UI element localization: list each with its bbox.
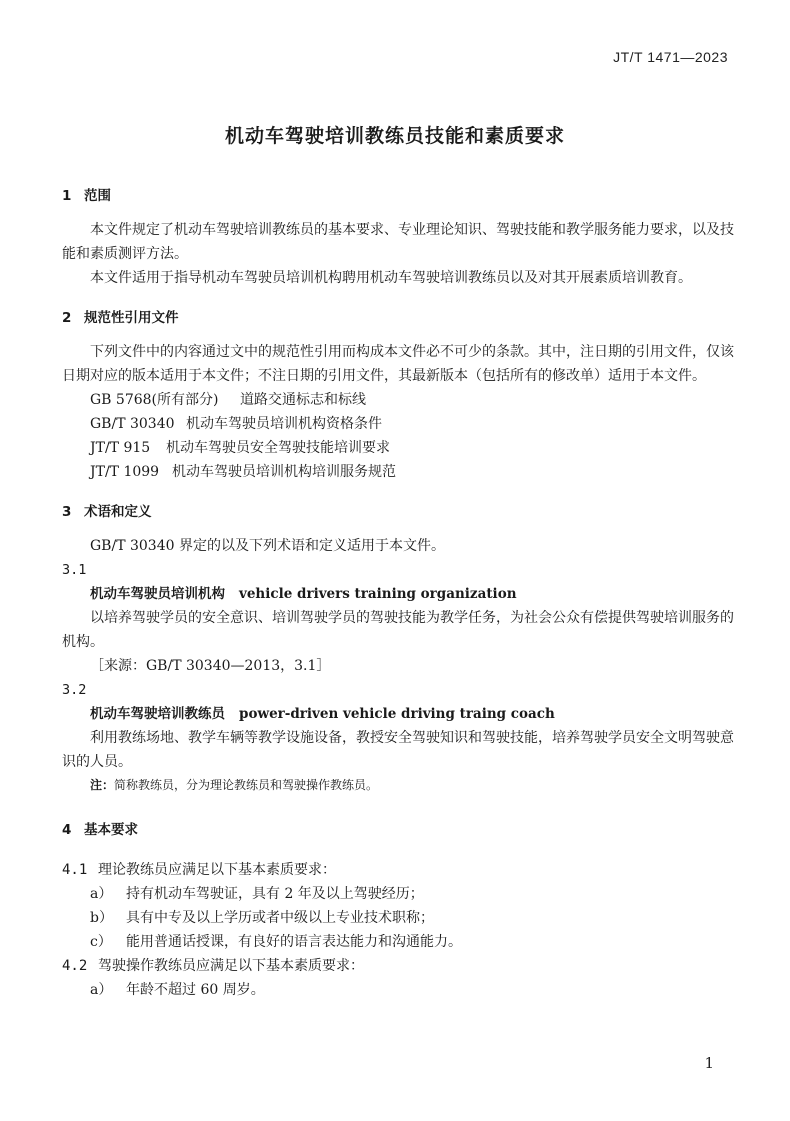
clause-number: 4.2 bbox=[62, 958, 88, 974]
reference-code: GB/T 30340 bbox=[90, 416, 175, 432]
list-item-label: c） bbox=[90, 934, 112, 950]
paragraph: 下列文件中的内容通过文中的规范性引用而构成本文件必不可少的条款。其中，注日期的引用文件，仅该日期对应的版本适用于本文件；不注日期的引用文件，其最新版本（包括所有的修改单）适用于本文件。 bbox=[62, 344, 734, 384]
reference-item bbox=[62, 412, 734, 436]
reference-item bbox=[62, 436, 734, 460]
section-title: 术语和定义 bbox=[84, 504, 152, 520]
term-number: 3.1 bbox=[62, 562, 87, 578]
page-number: 1 bbox=[704, 1054, 714, 1072]
reference-item bbox=[62, 460, 734, 484]
reference-title: 机动车驾驶员培训机构资格条件 bbox=[186, 416, 382, 432]
clause-text: 理论教练员应满足以下基本素质要求： bbox=[98, 862, 336, 878]
paragraph: 本文件适用于指导机动车驾驶员培训机构聘用机动车驾驶培训教练员以及对其开展素质培训教育。 bbox=[90, 270, 692, 286]
paragraph: 本文件规定了机动车驾驶培训教练员的基本要求、专业理论知识、驾驶技能和教学服务能力要求，以及技能和素质测评方法。 bbox=[62, 222, 734, 262]
note-label: 注： bbox=[90, 778, 115, 792]
document-body bbox=[62, 184, 734, 1002]
clause bbox=[62, 954, 734, 978]
list-item-label: a） bbox=[90, 982, 113, 998]
paragraph: GB/T 30340 界定的以及下列术语和定义适用于本文件。 bbox=[90, 538, 445, 554]
section-title: 规范性引用文件 bbox=[84, 310, 179, 326]
list-item bbox=[62, 978, 734, 1002]
reference-title: 道路交通标志和标线 bbox=[240, 392, 366, 408]
reference-item bbox=[62, 388, 734, 412]
reference-title: 机动车驾驶员培训机构培训服务规范 bbox=[172, 464, 396, 480]
term-name-en: power-driven vehicle driving traing coach bbox=[239, 706, 555, 722]
term-note bbox=[62, 774, 734, 796]
document-code: JT/T 1471—2023 bbox=[613, 49, 728, 65]
section-title: 范围 bbox=[84, 188, 111, 204]
term-number: 3.2 bbox=[62, 682, 87, 698]
reference-code: JT/T 1099 bbox=[90, 464, 160, 480]
list-item bbox=[62, 906, 734, 930]
clause-text: 驾驶操作教练员应满足以下基本素质要求： bbox=[98, 958, 364, 974]
section-heading-normative-references bbox=[62, 306, 734, 330]
term-name-en: vehicle drivers training organization bbox=[239, 586, 517, 602]
term-name bbox=[62, 702, 734, 726]
list-item-text: 具有中专及以上学历或者中级以上专业技术职称； bbox=[126, 910, 434, 926]
section-number: 3 bbox=[62, 504, 72, 520]
term-name-cn: 机动车驾驶员培训机构 bbox=[90, 586, 225, 602]
list-item-text: 能用普通话授课，有良好的语言表达能力和沟通能力。 bbox=[126, 934, 462, 950]
list-item-label: a） bbox=[90, 886, 113, 902]
list-item bbox=[62, 882, 734, 906]
section-title: 基本要求 bbox=[84, 822, 138, 838]
term-definition: 以培养驾驶学员的安全意识、培训驾驶学员的驾驶技能为教学任务，为社会公众有偿提供驾驶培训服务的机构。 bbox=[62, 610, 734, 650]
section-number: 1 bbox=[62, 188, 72, 204]
term-name-cn: 机动车驾驶培训教练员 bbox=[90, 706, 225, 722]
reference-code: JT/T 915 bbox=[90, 440, 151, 456]
section-number: 4 bbox=[62, 822, 72, 838]
list-item-text: 持有机动车驾驶证，具有 2 年及以上驾驶经历； bbox=[126, 886, 424, 902]
term-definition: 利用教练场地、教学车辆等教学设施设备，教授安全驾驶知识和驾驶技能，培养驾驶学员安全文明驾驶意识的人员。 bbox=[62, 730, 734, 770]
reference-title: 机动车驾驶员安全驾驶技能培训要求 bbox=[166, 440, 390, 456]
term-name bbox=[62, 582, 734, 606]
list-item-text: 年龄不超过 60 周岁。 bbox=[126, 982, 265, 998]
list-item-label: b） bbox=[90, 910, 113, 926]
section-heading-scope bbox=[62, 184, 734, 208]
clause bbox=[62, 858, 734, 882]
term-source: ［来源：GB/T 30340—2013，3.1］ bbox=[90, 658, 331, 674]
section-heading-basic-requirements bbox=[62, 818, 734, 842]
document-title: 机动车驾驶培训教练员技能和素质要求 bbox=[224, 125, 565, 147]
clause-number: 4.1 bbox=[62, 862, 88, 878]
note-text: 简称教练员，分为理论教练员和驾驶操作教练员。 bbox=[114, 778, 379, 792]
section-number: 2 bbox=[62, 310, 72, 326]
list-item bbox=[62, 930, 734, 954]
section-heading-terms bbox=[62, 500, 734, 524]
reference-code: GB 5768(所有部分) bbox=[90, 392, 219, 408]
